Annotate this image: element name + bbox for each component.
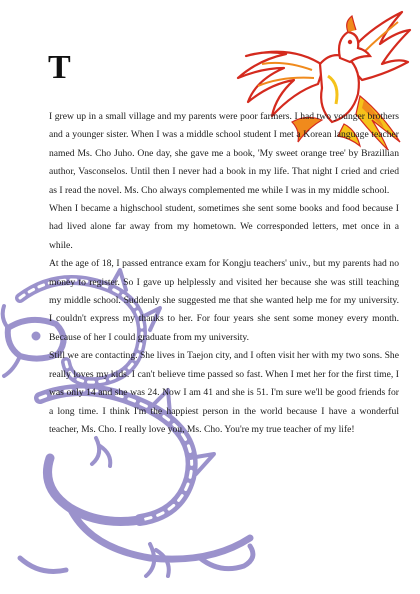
paragraph-3: At the age of 18, I passed entrance exam for Kongju teachers' univ., but my parents had no money to register. So I gave up helplessly and visited her because she was still teaching my middle school. Suddenly she suggested me that she wanted help me for my university. I couldn't express my thanks to her. For four years she sent some money every month. Because of her I could graduate from my university. [49, 258, 399, 343]
paragraph-4: Still we are contacting. She lives in Taejon city, and I often visit her with my two sons. She really loves my kids. I can't believe time passed so fast. When I met her for the first time, I was only 14 and she was 24. Now I am 41 and she is 51. I'm sure we'll be good friends for a long time. I think I'm the happiest person in the world because I have a wonderful teacher, Ms. Cho. I really love you, Ms. Cho. You're my true teacher of my life! [49, 350, 399, 435]
paragraph-1: I grew up in a small village and my parents were poor farmers. I had two younger brothers and a younger sister. When I was a middle school student I met a Korean language teacher named Ms. Cho Juho. One day, she gave me a book, 'My sweet orange tree' by Brazillian author, Vasconselos. Until then I never had a book in my life. That night I cried and cried as I read the novel. Ms. Cho always complemented me while I was in my middle school. [49, 111, 399, 196]
letter-body [49, 108, 399, 439]
drop-letter: T [48, 49, 71, 86]
paragraph-2: When I became a highschool student, sometimes she sent some books and food because I had lived alone far away from my hometown. We corresponded letters, met once in a while. [49, 203, 399, 251]
